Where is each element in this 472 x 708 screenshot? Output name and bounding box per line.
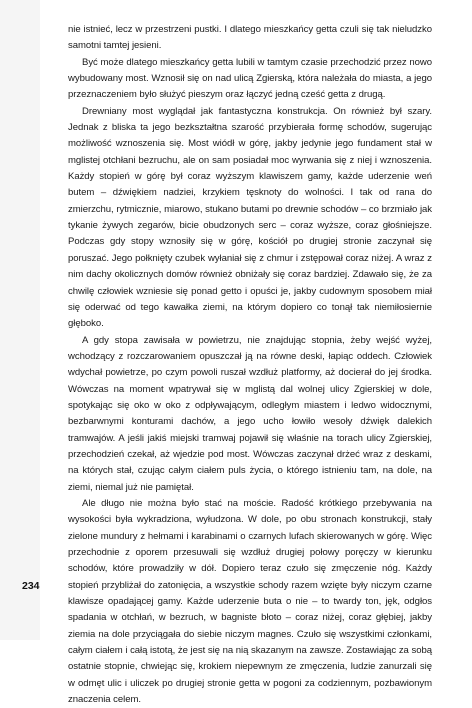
paragraph-4: A gdy stopa zawisała w powietrzu, nie znajdując stopnia, żeby wejść wyżej, wchodzący z rozczarowaniem opuszczał ją na równe deski, łapiąc oddech. Człowiek wdychał powietrze, po czym powoli ruszał wzdłuż platformy, aż docierał do jej środka. Wówczas na moment wpatrywał się w mglistą dal wolnej ulicy Zgierskiej w dole, spotykając się oko w oko z odpływającym, odległym miastem i ledwo widocznymi, bezbarwnymi konturami dachów, a jego ucho łowiło wesoły dźwięk dalekich tramwajów. A jeśli jakiś miejski tramwaj pojawił się właśnie na torach ulicy Zgierskiej, przechodzień czekał, aż wjedzie pod most. Wówczas zaczynał drżeć wraz z deskami, na których stał, czując całym ciałem puls życia, o którego istnieniu tam, na dole, na ziemi, niemal już nie pamiętał. [68,334,432,493]
page-margin-strip [0,0,40,640]
paragraph-5: Ale długo nie można było stać na moście. Radość krótkiego przebywania na wysokości była wykradziona, wyłudzona. W dole, po obu stronach konstrukcji, stały zielone mundury z hełmami i karabinami o czarnych lufach skierowanych w górę. Więc przechodnie z oporem przesuwali się wzdłuż drugiej połowy poręczy w kierunku schodów, które prowadziły w dół. Dopiero teraz czuło się zmęczenie nóg. Każdy stopień przybliżał do zatonięcia, a wszystkie schody razem wzięte były niczym czarne klawisze opadającej gamy. Każde uderzenie buta o nie – to twardy ton, jęk, odgłos spadania w otchłań, w bezruch, w bagniste błoto – coraz niżej, coraz głębiej, jakby ziemia na dole przyciągała do siebie niczym magnes. Czuło się wszystkimi członkami, całym ciałem i całą istotą, że jest się na nią skazanym na zawsze. Zostawiając za sobą ostatnie stopnie, chwiejąc się, krokiem niepewnym ze zmęczenia, ludzie zanurzali się w odmęt ulic i uliczek po drugiej stronie getta w pogoni za codziennym, pozbawionym znaczenia celem. [68,497,432,706]
paragraph-2: Być może dlatego mieszkańcy getta lubili w tamtym czasie przechodzić przez nowo wybudowany most. Wznosił się on nad ulicą Zgierską, która należała do miasta, a jego przeznaczeniem było służyć pieszym oraz łączyć jedną cześć getta z drugą. [68,56,432,101]
paragraph-1: nie istnieć, lecz w przestrzeni pustki. I dlatego mieszkańcy getta czuli się tak nieludzko samotni tamtej jesieni. [68,24,432,52]
paragraph-3: Drewniany most wyglądał jak fantastyczna konstrukcja. On również był szary. Jednak z bliska ta jego bezkształtna szarość przybierała formę schodów, sugerując możliwość wznoszenia się. Most wiódł w górę, jakby jedynie jego fundament stał w mglistej otchłani bezruchu, ale on sam posiadał moc wyrwania się z niej i wznoszenia. Każdy stopień w górę był coraz wyższym klawiszem gamy, każde uderzenie weń butem – dźwiękiem nadziei, krzykiem tęsknoty do wolności. I tak od rana do zmierzchu, rytmicznie, miarowo, stukano butami po drewnie schodów – co brzmiało jak tykanie żywych zegarów, bicie obudzonych serc – coraz wyższe, coraz głośniejsze. Podczas gdy stopy wznosiły się w górę, kościół po drugiej stronie zaczynał się poruszać. Jego połknięty czubek wyłaniał się z chmur i zstępował coraz niżej. A wraz z nim dachy okolicznych domów również obniżały się coraz bardziej. Zdawało się, że za chwilę człowiek wzniesie się ponad getto i opuści je, jakby cudownym sposobem miał się oderwać od tego kawałka ziemi, na którym dopiero co tonął tak niemiłosiernie głęboko. [68,105,432,330]
body-text [68,22,432,708]
page-number: 234 [22,580,40,592]
